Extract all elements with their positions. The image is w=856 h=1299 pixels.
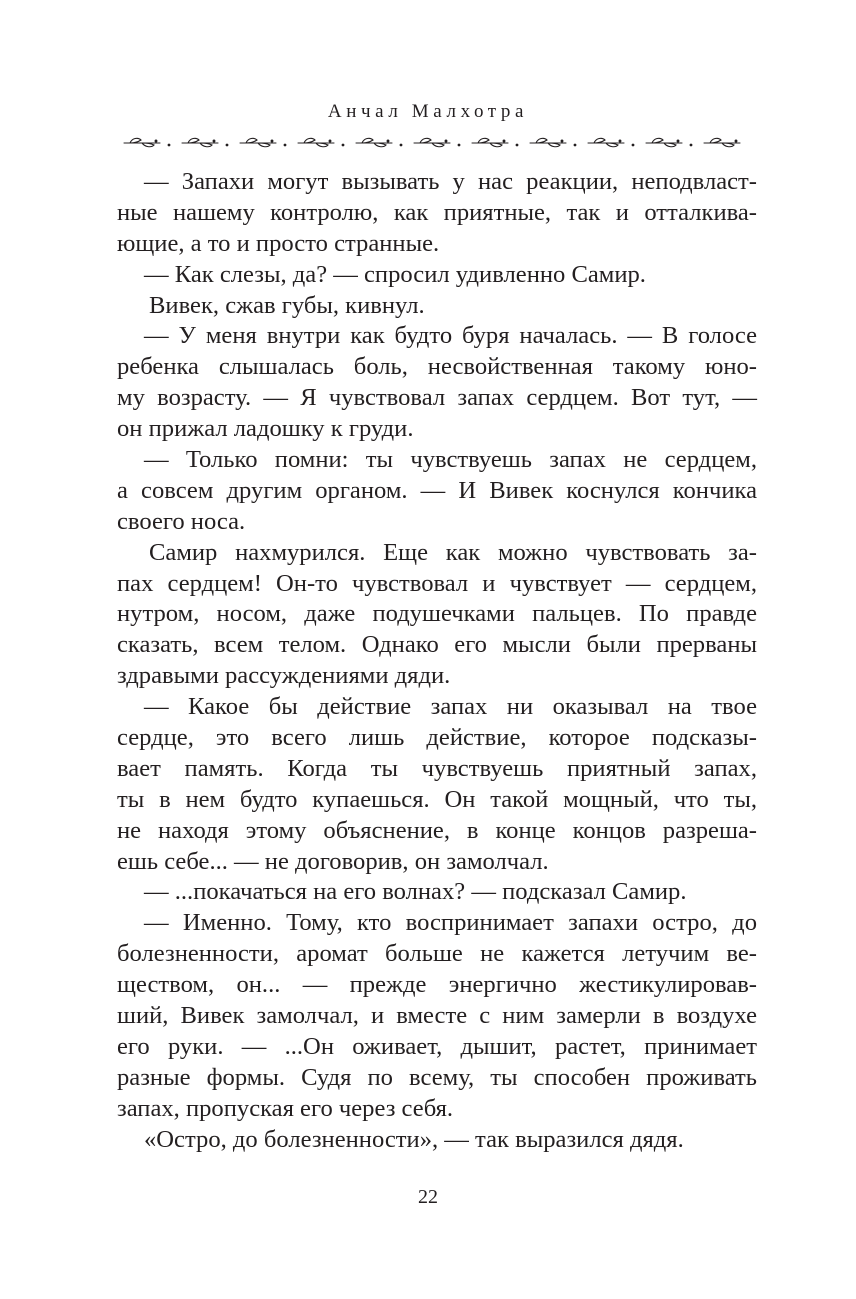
text-line: вает память. Когда ты чувствуешь приятный запах, [117,754,757,782]
text-line: он прижал ладошку к груди. [117,415,414,443]
text-line: — Именно. Тому, кто воспринимает запахи остро, до [144,909,757,937]
text-line: ребенка слышалась боль, несвойственная такому юно- [117,353,757,381]
page-number: 22 [418,1186,438,1208]
text-line: — Какое бы действие запах ни оказывал на твое [144,693,757,721]
text-line: — Как слезы, да? — спросил удивленно Самир. [144,260,646,288]
text-line: Самир нахмурился. Еще как можно чувствовать за- [149,538,757,566]
text-line: не находя этому объяснение, в конце концов разреша- [117,816,757,844]
text-line: болезненности, аромат больше не кажется летучим ве- [117,940,757,968]
text-line: а совсем другим органом. — И Вивек коснулся кончика [117,476,757,504]
text-line: его руки. — ...Он оживает, дышит, растет, принимает [117,1032,757,1060]
text-line: разные формы. Судя по всему, ты способен проживать [117,1063,757,1091]
text-line: — У меня внутри как будто буря началась. — В голосе [144,322,757,350]
text-line: «Остро, до болезненности», — так выразился дядя. [144,1125,684,1153]
body-text [117,167,757,1156]
text-line: ющие, а то и просто странные. [117,229,440,257]
text-line: пах сердцем! Он-то чувствовал и чувствует — сердцем, [117,569,757,597]
text-line: — Запахи могут вызывать у нас реакции, неподвласт- [144,168,757,195]
text-line: ешь себе... — не договорив, он замолчал. [117,847,549,875]
text-line: му возрасту. — Я чувствовал запах сердцем. Вот тут, — [117,384,757,412]
text-line: — Только помни: ты чувствуешь запах не сердцем, [144,446,757,474]
text-line: ший, Вивек замолчал, и вместе с ним замерли в воздухе [117,1002,757,1030]
text-line: запах, пропуская его через себя. [117,1094,454,1122]
text-line: ные нашему контролю, как приятные, так и отталкива- [117,198,757,226]
leaf-vine-ornament-icon [118,134,748,152]
text-line: ты в нем будто купаешься. Он такой мощный, что ты, [117,785,757,813]
text-line: сказать, всем телом. Однако его мысли были прерваны [117,631,757,659]
running-header-author: Анчал Малхотра [327,101,529,122]
text-line: Вивек, сжав губы, кивнул. [149,291,425,319]
text-line: своего носа. [117,507,246,535]
text-line: здравыми рассуждениями дяди. [117,662,451,690]
text-line: — ...покачаться на его волнах? — подсказал Самир. [144,878,687,906]
text-line: ществом, он... — прежде энергично жестикулировав- [117,971,757,999]
text-line: нутром, носом, даже подушечками пальцев. По правде [117,600,757,628]
text-line: сердце, это всего лишь действие, которое подсказы- [117,724,757,752]
